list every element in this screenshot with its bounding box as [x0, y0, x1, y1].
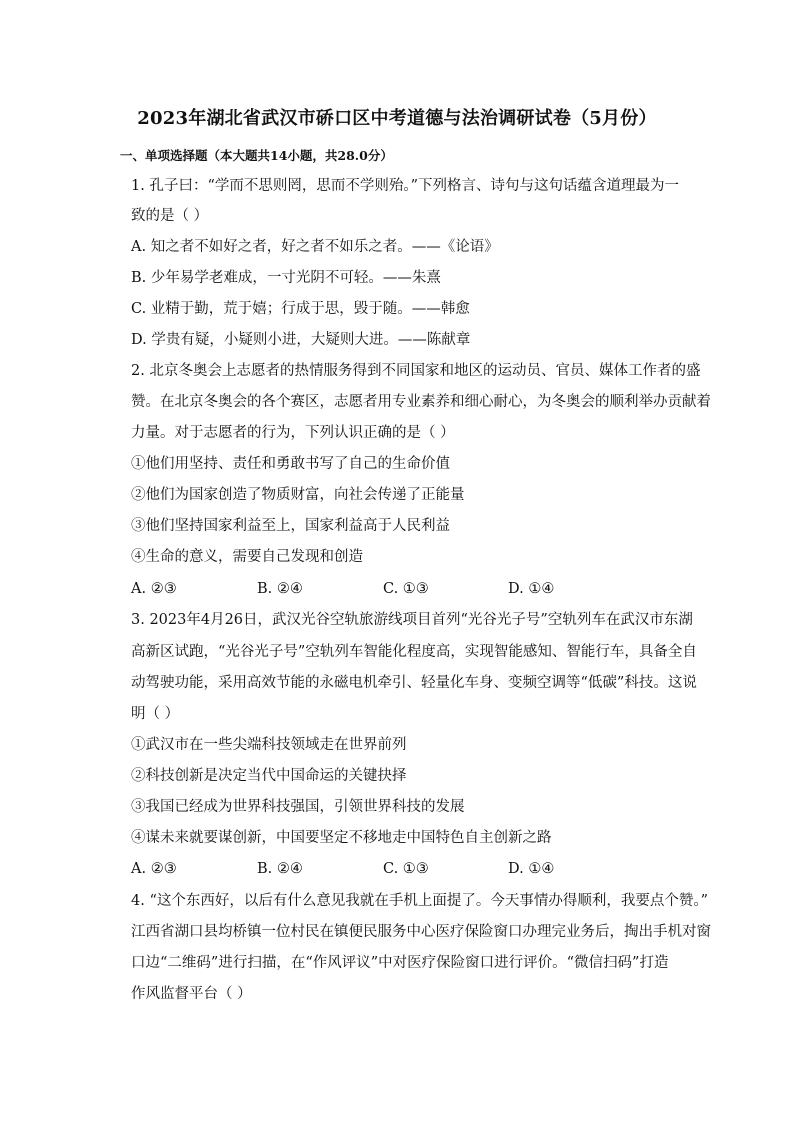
q1-option-a: A. 知之者不如好之者，好之者不如乐之者。——《论语》: [131, 239, 499, 255]
q2-stem-line: 2. 北京冬奥会上志愿者的热情服务得到不同国家和地区的运动员、官员、媒体工作者的盛: [131, 363, 701, 379]
q2-options: [131, 579, 651, 599]
q4-stem-line: 4. “这个东西好，以后有什么意见我就在手机上面提了。今天事情办得顺利，我要点个赞。”: [131, 893, 709, 909]
q3-option-d: D. ①④: [508, 861, 555, 877]
q3-stem-line: 明（ ）: [131, 706, 180, 722]
q3-statement: ①武汉市在一些尖端科技领域走在世界前列: [131, 737, 407, 753]
q3-statement: ③我国已经成为世界科技强国，引领世界科技的发展: [131, 799, 465, 815]
q2-stem-line: 力量。对于志愿者的行为，下列认识正确的是（ ）: [131, 425, 455, 441]
q3-statement: ②科技创新是决定当代中国命运的关键抉择: [131, 768, 407, 784]
section-heading: 一、单项选择题（本大题共14小题，共28.0分）: [120, 148, 393, 163]
q2-statement: ③他们坚持国家利益至上，国家利益高于人民利益: [131, 518, 450, 534]
q1-option-c: C. 业精于勤，荒于嬉；行成于思，毁于随。——韩愈: [131, 301, 470, 317]
q2-statement: ②他们为国家创造了物质财富，向社会传递了正能量: [131, 487, 465, 503]
q4-stem-line: 口边“二维码”进行扫描，在“作风评议”中对医疗保险窗口进行评价。“微信扫码”打造: [131, 955, 669, 971]
q4-stem-line: 作风监督平台（ ）: [131, 986, 252, 1002]
q2-option-a: A. ②③: [131, 581, 177, 597]
q1-option-d: D. 学贵有疑，小疑则小进，大疑则大进。——陈献章: [131, 332, 471, 348]
q3-option-a: A. ②③: [131, 861, 177, 877]
q3-stem-line: 3. 2023年4月26日，武汉光谷空轨旅游线项目首列“光谷光子号”空轨列车在武汉市东湖: [131, 612, 693, 628]
q3-stem-line: 高新区试跑，“光谷光子号”空轨列车智能化程度高，实现智能感知、智能行车，具备全自: [131, 644, 697, 660]
q2-option-b: B. ②④: [257, 581, 303, 597]
q2-statement: ④生命的意义，需要自己发现和创造: [131, 549, 363, 565]
q3-option-c: C. ①③: [383, 861, 429, 877]
q3-option-b: B. ②④: [257, 861, 303, 877]
q2-statement: ①他们用坚持、责任和勇敢书写了自己的生命价值: [131, 456, 450, 472]
q3-stem-line: 动驾驶功能，采用高效节能的永磁电机牵引、轻量化车身、变频空调等“低碳”科技。这说: [131, 675, 697, 691]
q1-stem-line: 1. 孔子曰：“学而不思则罔，思而不学则殆。”下列格言、诗句与这句话蕴含道理最为一: [131, 178, 680, 194]
q2-option-d: D. ①④: [508, 581, 555, 597]
exam-title: 2023年湖北省武汉市硚口区中考道德与法治调研试卷（5月份）: [137, 108, 657, 129]
q4-stem-line: 江西省湖口县均桥镇一位村民在镇便民服务中心医疗保险窗口办理完业务后，掏出手机对窗: [131, 924, 711, 940]
q3-options: [131, 859, 651, 879]
q1-option-b: B. 少年易学老难成，一寸光阴不可轻。——朱熹: [131, 270, 441, 286]
q1-stem-line: 致的是（ ）: [131, 208, 209, 224]
q2-stem-line: 赞。在北京冬奥会的各个赛区，志愿者用专业素养和细心耐心，为冬奥会的顺利举办贡献着: [131, 394, 711, 410]
q3-statement: ④谋未来就要谋创新，中国要坚定不移地走中国特色自主创新之路: [131, 830, 552, 846]
q2-option-c: C. ①③: [383, 581, 429, 597]
